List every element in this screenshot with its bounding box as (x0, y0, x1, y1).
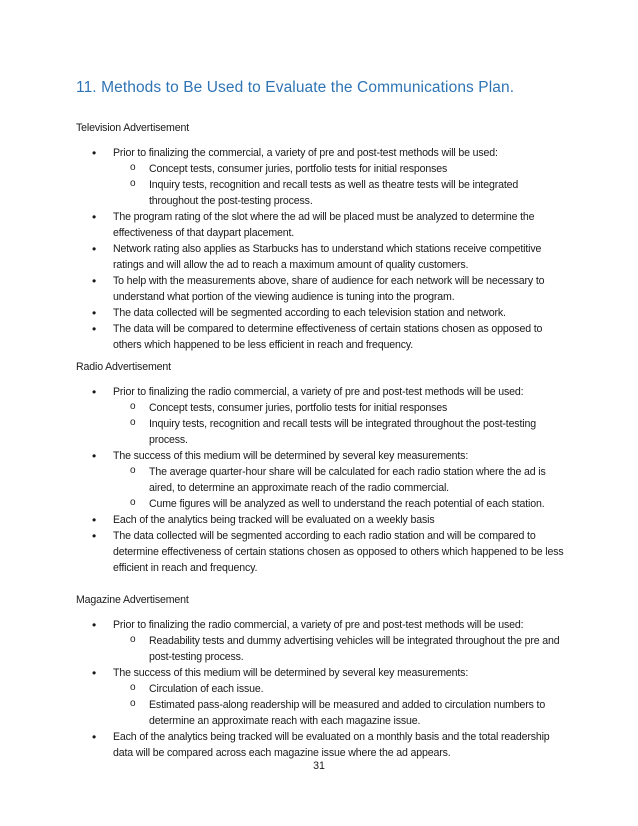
bullet-list (76, 617, 566, 761)
section-radio (76, 359, 566, 576)
bullet-item (76, 665, 566, 729)
bullet-item: • Each of the analytics being tracked will be evaluated on a monthly basis and the total readership data will be compared across each magazine issue where the ad appears. (76, 729, 566, 761)
sub-bullet-item: o Inquiry tests, recognition and recall tests as well as theatre tests will be integrated throughout the post-testing process. (113, 177, 566, 209)
sub-bullet-item: o Concept tests, consumer juries, portfolio tests for initial responses (113, 400, 566, 416)
bullet-text: Prior to finalizing the radio commercial, a variety of pre and post-test methods will be used: (113, 619, 524, 631)
bullet-text: Prior to finalizing the commercial, a variety of pre and post-test methods will be used: (113, 147, 498, 159)
bullet-text: Prior to finalizing the radio commercial, a variety of pre and post-test methods will be used: (113, 386, 524, 398)
bullet-item (76, 448, 566, 512)
bullet-item: • The program rating of the slot where the ad will be placed must be analyzed to determine the effectiveness of that daypart placement. (76, 209, 566, 241)
bullet-item: • Each of the analytics being tracked will be evaluated on a weekly basis (76, 512, 566, 528)
sub-bullet-item: o The average quarter-hour share will be calculated for each radio station where the ad is aired, to determine an approximate reach of the radio commercial. (113, 464, 566, 496)
section-television (76, 120, 566, 353)
section-heading: 11. Methods to Be Used to Evaluate the Communications Plan. (76, 79, 515, 96)
sub-bullet-list (113, 161, 566, 209)
section-title: Radio Advertisement (76, 361, 171, 373)
bullet-item (76, 617, 566, 665)
bullet-item: • Network rating also applies as Starbucks has to understand which stations receive competitive ratings and will allow the ad to reach a maximum amount of quality customers. (76, 241, 566, 273)
bullet-item (76, 145, 566, 209)
bullet-item (76, 384, 566, 448)
bullet-text: The success of this medium will be determined by several key measurements: (113, 450, 469, 462)
sub-bullet-item: o Inquiry tests, recognition and recall tests will be integrated throughout the post-testing process. (113, 416, 566, 448)
bullet-item: • The data will be compared to determine effectiveness of certain stations chosen as opposed to others which happened to be less efficient in reach and frequency. (76, 321, 566, 353)
bullet-item: • The data collected will be segmented according to each television station and network. (76, 305, 566, 321)
sub-bullet-list (113, 681, 566, 729)
page-number: 31 (313, 760, 325, 772)
sub-bullet-item: o Readability tests and dummy advertising vehicles will be integrated throughout the pre and post-testing process. (113, 633, 566, 665)
sub-bullet-item: o Concept tests, consumer juries, portfolio tests for initial responses (113, 161, 566, 177)
sub-bullet-item: o Cume figures will be analyzed as well to understand the reach potential of each station. (113, 496, 566, 512)
bullet-list (76, 384, 566, 576)
bullet-item: • To help with the measurements above, share of audience for each network will be necessary to understand what portion of the viewing audience is tuning into the program. (76, 273, 566, 305)
sub-bullet-list (113, 400, 566, 448)
section-title: Magazine Advertisement (76, 594, 189, 606)
sub-bullet-item: o Circulation of each issue. (113, 681, 566, 697)
section-magazine (76, 592, 566, 761)
bullet-item: • The data collected will be segmented according to each radio station and will be compared to determine effectiveness of certain stations chosen as opposed to others which happened to be less efficient in reach and frequency. (76, 528, 566, 576)
document-body (76, 120, 566, 767)
section-title: Television Advertisement (76, 122, 189, 134)
sub-bullet-item: o Estimated pass-along readership will be measured and added to circulation numbers to determine an approximate reach with each magazine issue. (113, 697, 566, 729)
sub-bullet-list (113, 464, 566, 512)
bullet-text: The success of this medium will be determined by several key measurements: (113, 667, 469, 679)
bullet-list (76, 145, 566, 353)
sub-bullet-list (113, 633, 566, 665)
